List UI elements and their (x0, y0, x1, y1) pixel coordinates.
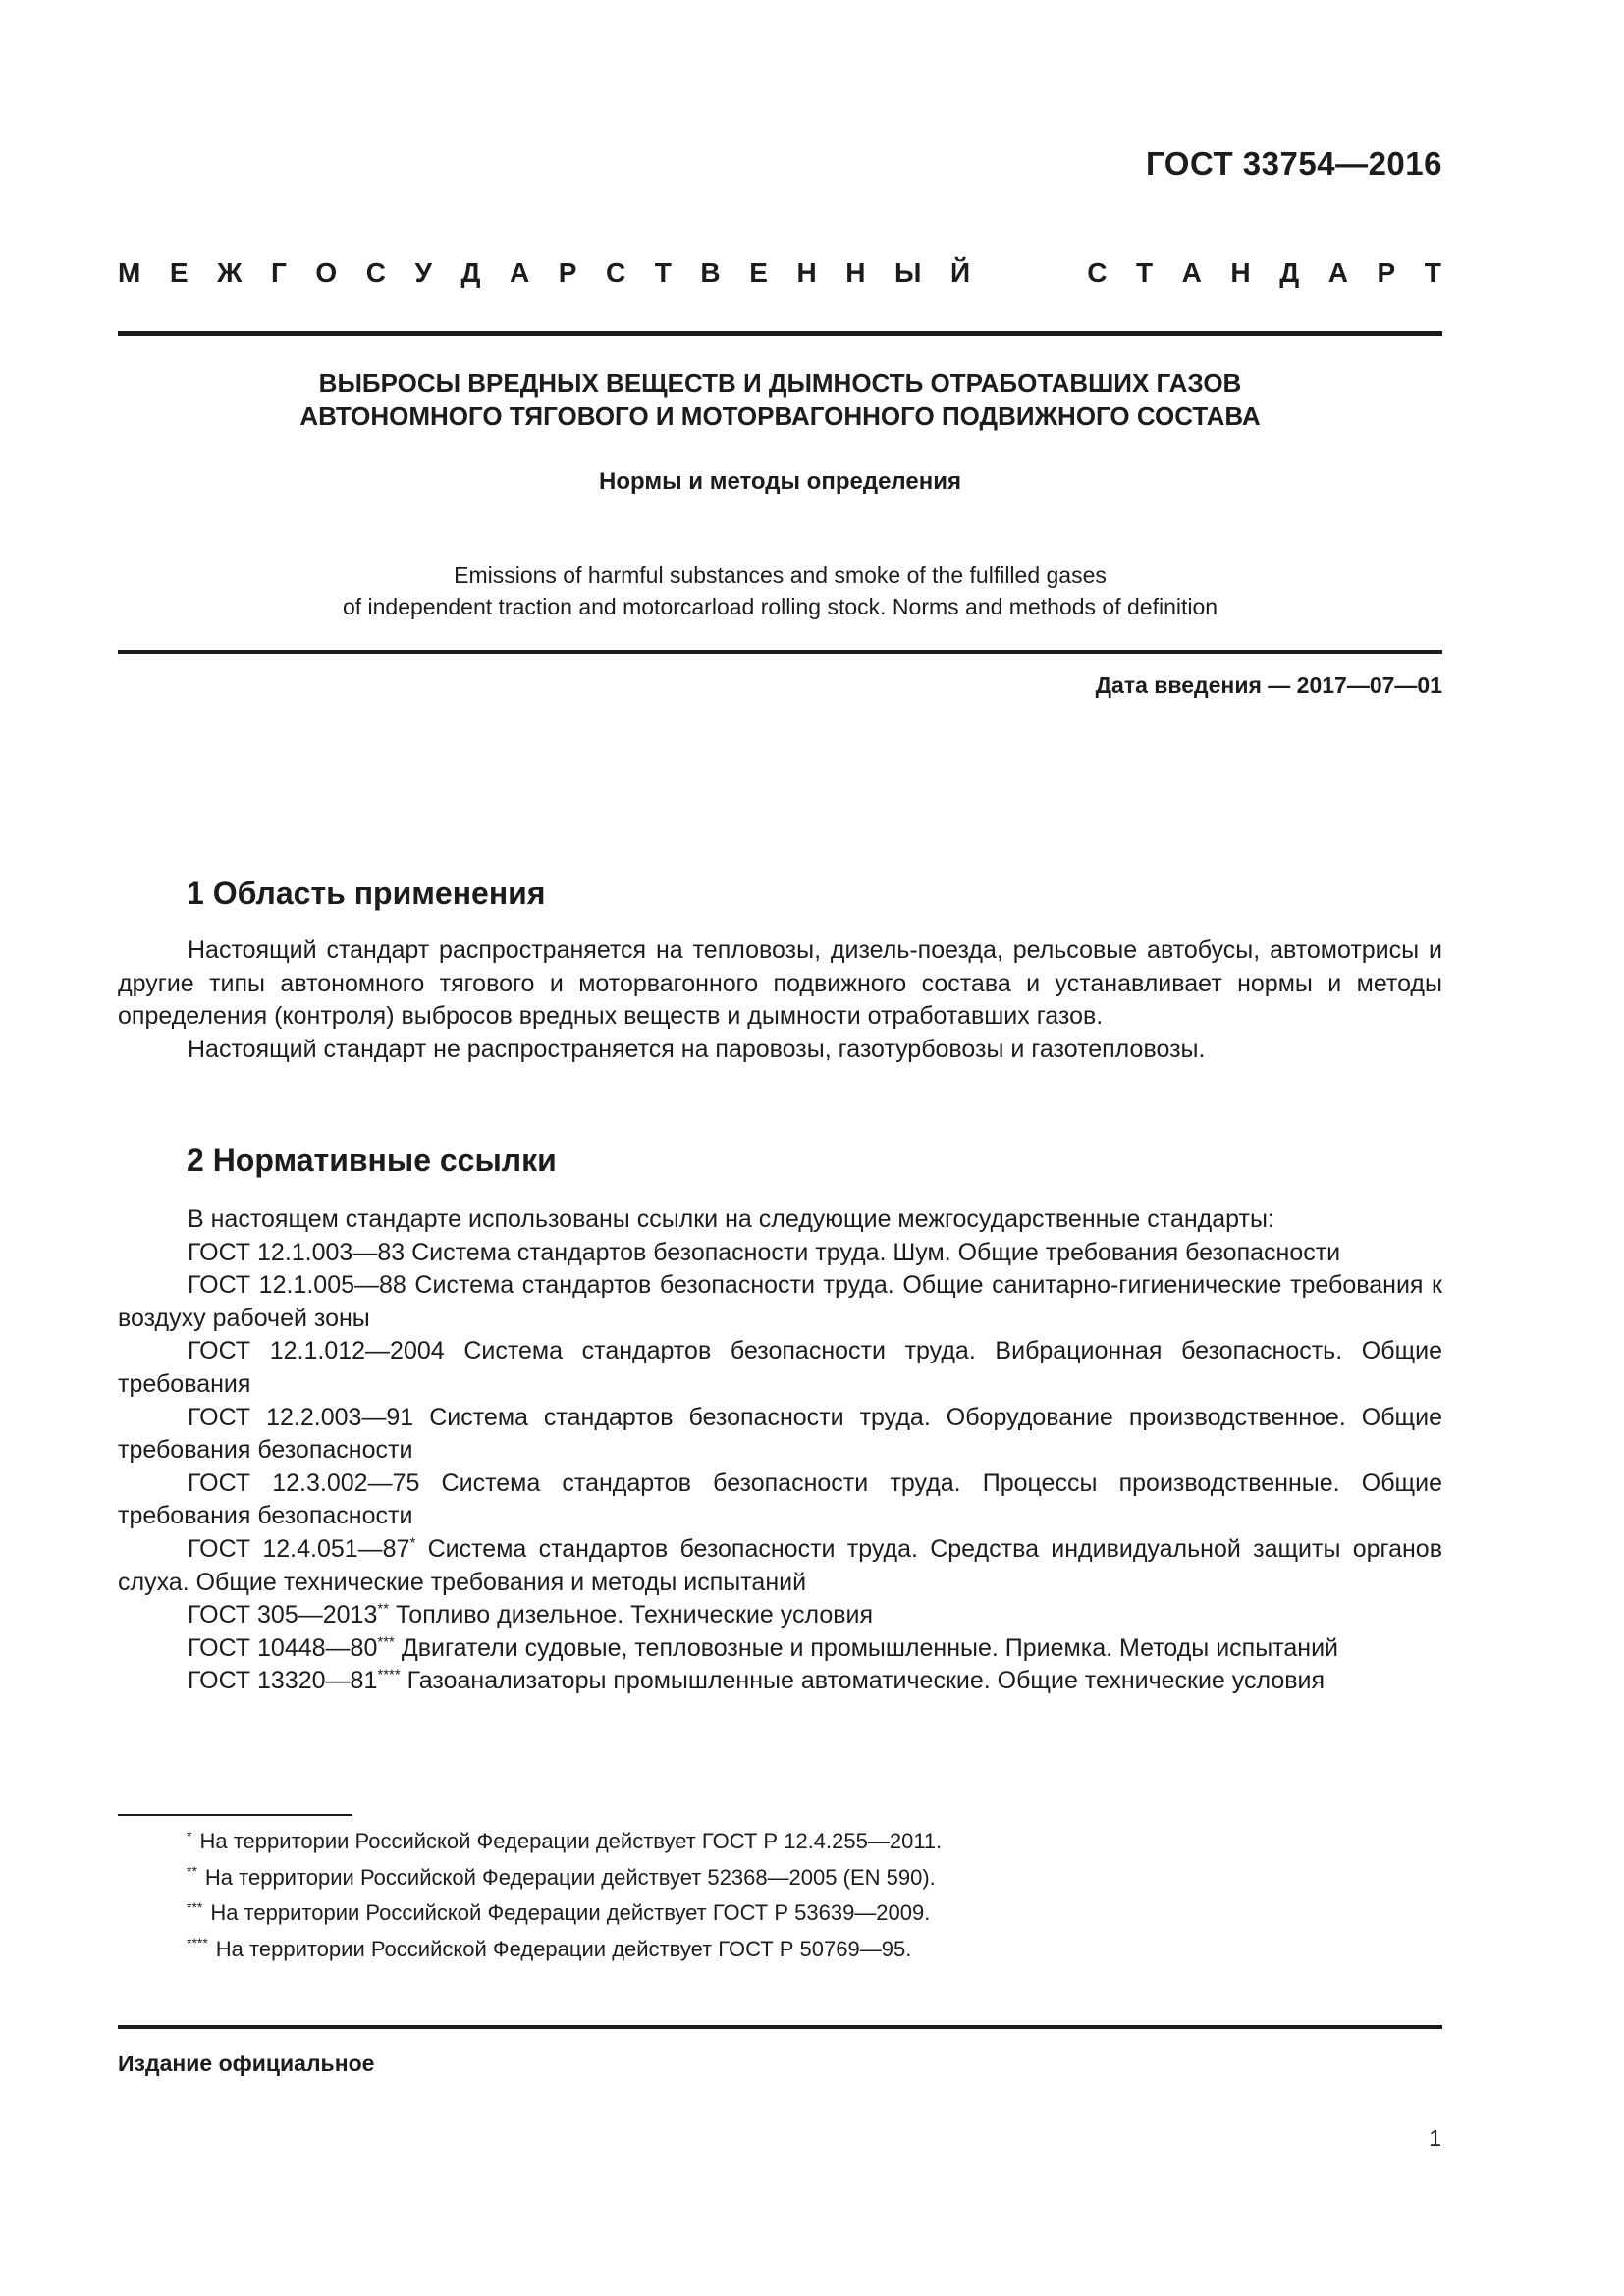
heading-letter: У (414, 257, 432, 288)
heading-letter: О (315, 257, 338, 288)
reference-title: Система стандартов безопасности труда. Процессы производственные. Общие требования безопасности (118, 1468, 1442, 1530)
section-scope-body (118, 934, 1442, 1066)
footnote-marker: **** (377, 1666, 401, 1683)
document-subtitle: Нормы и методы определения (599, 468, 961, 495)
interstate-standard-heading (118, 257, 1441, 289)
title-rule (118, 650, 1442, 654)
reference-item (118, 1533, 1442, 1599)
title-line: ВЫБРОСЫ ВРЕДНЫХ ВЕЩЕСТВ И ДЫМНОСТЬ ОТРАБОТАВШИХ ГАЗОВ (318, 368, 1242, 398)
section-heading-scope: 1 Область применения (187, 876, 546, 911)
reference-item (118, 1599, 1442, 1632)
reference-code: ГОСТ 12.1.003—83 (188, 1238, 406, 1266)
footnote (187, 1824, 1365, 1860)
reference-item (118, 1632, 1442, 1666)
footnote-text: На территории Российской Федерации действует ГОСТ Р 12.4.255—2011. (199, 1829, 943, 1853)
reference-title: Двигатели судовые, тепловозные и промышленные. Приемка. Методы испытаний (394, 1633, 1338, 1662)
reference-code: ГОСТ 305—2013 (188, 1601, 378, 1629)
footnote-text: На территории Российской Федерации действует 52368—2005 (EN 590). (204, 1864, 936, 1890)
reference-code: ГОСТ 10448—80 (188, 1633, 378, 1662)
word-gap (1000, 257, 1058, 289)
heading-letter: В (700, 257, 721, 288)
heading-letter: Ы (894, 257, 922, 288)
header-rule (118, 331, 1442, 336)
reference-code: ГОСТ 12.1.005—88 (188, 1271, 406, 1300)
reference-code: ГОСТ 12.3.002—75 (188, 1468, 420, 1497)
footnote-marker: **** (187, 1935, 208, 1951)
edition-label: Издание официальное (118, 2051, 375, 2076)
document-title (118, 366, 1442, 433)
footnote-marker: ** (377, 1600, 390, 1618)
footnote-text: На территории Российской Федерации действует ГОСТ Р 50769—95. (215, 1936, 912, 1961)
heading-letter: С (365, 257, 386, 288)
heading-letter: Е (169, 257, 189, 288)
reference-item (118, 1665, 1442, 1698)
heading-letter: Е (749, 257, 768, 288)
heading-letter: Н (845, 257, 866, 288)
footnotes (187, 1824, 1365, 1967)
heading-letter: С (1087, 257, 1108, 288)
page-number: 1 (1429, 2125, 1441, 2151)
heading-letter: А (509, 257, 530, 288)
reference-title: Система стандартов безопасности труда. Шум. Общие требования безопасности (405, 1238, 1341, 1266)
english-title-line: Emissions of harmful substances and smoke of the fulfilled gases (454, 562, 1107, 588)
heading-letter: А (1327, 257, 1348, 288)
heading-letter: А (1181, 257, 1202, 288)
paragraph: Настоящий стандарт не распространяется на паровозы, газотурбовозы и газотепловозы. (188, 1035, 1206, 1063)
footnote-separator (118, 1814, 352, 1816)
reference-title: Система стандартов безопасности труда. Оборудование производственное. Общие требования безопасности (118, 1403, 1442, 1465)
footnote-marker: * (187, 1827, 192, 1843)
reference-code: ГОСТ 12.2.003—91 (188, 1403, 414, 1431)
reference-item (118, 1402, 1442, 1468)
heading-letter: Й (949, 257, 971, 288)
title-line: АВТОНОМНОГО ТЯГОВОГО И МОТОРВАГОННОГО ПОДВИЖНОГО СОСТАВА (299, 401, 1261, 431)
heading-letter: Н (796, 257, 817, 288)
reference-title: Система стандартов безопасности труда. Общие санитарно-гигиенические требования к воздуху рабочей зоны (118, 1271, 1442, 1332)
paragraph: Настоящий стандарт распространяется на тепловозы, дизель-поезда, рельсовые автобусы, автомотрисы и другие типы автономного тягового и моторвагонного подвижного состава и устанавливает нормы и методы определения (контроля) выбросов вредных веществ и дымности отработавших газов. (118, 936, 1442, 1031)
reference-code: ГОСТ 13320—81 (188, 1667, 378, 1695)
reference-code: ГОСТ 12.1.012—2004 (188, 1337, 445, 1365)
heading-letter: Р (558, 257, 577, 288)
english-title-line: of independent traction and motorcarload rolling stock. Norms and methods of definition (342, 594, 1218, 619)
footnote-marker: ** (187, 1863, 197, 1880)
section-heading-references: 2 Нормативные ссылки (187, 1143, 557, 1178)
gost-number: ГОСТ 33754—2016 (1146, 145, 1442, 182)
reference-title: Система стандартов безопасности труда. Вибрационная безопасность. Общие требования (118, 1337, 1443, 1398)
reference-item (118, 1237, 1442, 1270)
footnote (187, 1860, 1365, 1896)
reference-code: ГОСТ 12.4.051—87 (188, 1534, 410, 1563)
reference-title: Топливо дизельное. Технические условия (389, 1601, 874, 1629)
reference-title: Система стандартов безопасности труда. Средства индивидуальной защиты органов слуха. Общие технические требования и методы испытаний (118, 1534, 1442, 1596)
reference-item (118, 1468, 1442, 1533)
heading-letter: Т (654, 257, 672, 288)
footnote (187, 1932, 1365, 1968)
footer-rule (118, 2025, 1442, 2029)
section-references-body (118, 1203, 1442, 1698)
heading-letter: С (605, 257, 626, 288)
footnote-marker: *** (377, 1633, 395, 1651)
heading-letter: Д (1279, 257, 1300, 288)
heading-letter: М (118, 257, 141, 288)
reference-item (118, 1335, 1442, 1401)
footnote-marker: * (409, 1534, 416, 1552)
heading-letter: Н (1230, 257, 1251, 288)
heading-letter: Ж (217, 257, 243, 288)
english-title (118, 560, 1442, 622)
reference-title: Газоанализаторы промышленные автоматические. Общие технические условия (400, 1667, 1326, 1695)
footnote-marker: *** (187, 1898, 203, 1915)
heading-letter: Д (460, 257, 481, 288)
heading-letter: Т (1135, 257, 1154, 288)
heading-letter: Р (1377, 257, 1396, 288)
heading-letter: Г (270, 257, 287, 288)
introduction-date: Дата введения — 2017—07—01 (1095, 672, 1442, 698)
paragraph: В настоящем стандарте использованы ссылки на следующие межгосударственные стандарты: (188, 1205, 1274, 1233)
footnote (187, 1896, 1365, 1932)
reference-item (118, 1269, 1442, 1335)
heading-letter: Т (1424, 257, 1441, 288)
footnote-text: На территории Российской Федерации действует ГОСТ Р 53639—2009. (210, 1900, 931, 1926)
